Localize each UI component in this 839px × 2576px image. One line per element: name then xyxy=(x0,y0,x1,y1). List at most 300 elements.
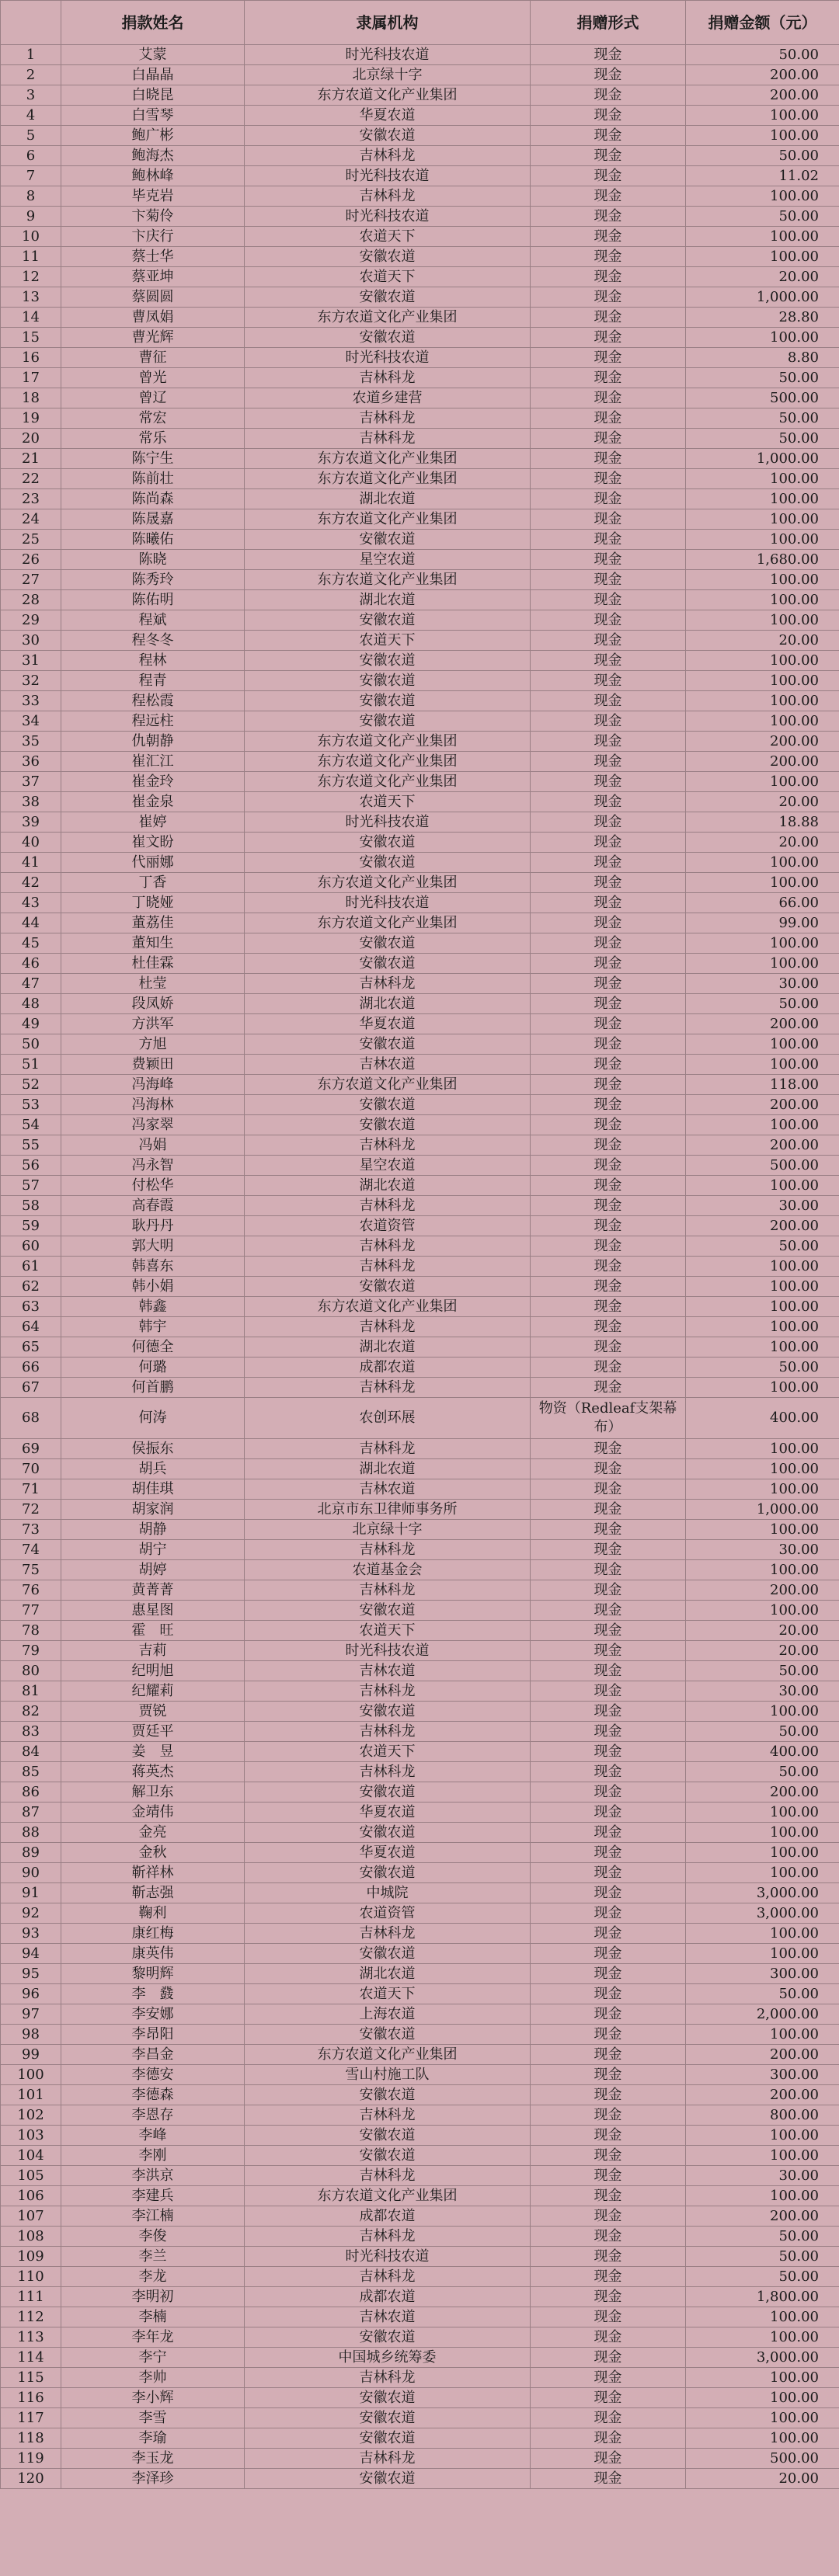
donation-amount: 3,000.00 xyxy=(686,1903,839,1924)
donation-amount: 28.80 xyxy=(686,308,839,328)
organization: 东方农道文化产业集团 xyxy=(245,1297,531,1317)
donation-form: 现金 xyxy=(531,1277,686,1297)
donation-form: 现金 xyxy=(531,2004,686,2025)
table-row xyxy=(1,2267,839,2287)
table-row xyxy=(1,1459,839,1479)
table-row xyxy=(1,1115,839,1135)
donation-form: 现金 xyxy=(531,1156,686,1176)
donor-name: 鞠利 xyxy=(61,1903,245,1924)
table-row xyxy=(1,1601,839,1621)
donor-name: 李洪京 xyxy=(61,2166,245,2186)
table-row xyxy=(1,146,839,166)
donation-form: 现金 xyxy=(531,1601,686,1621)
donation-form: 现金 xyxy=(531,2428,686,2449)
organization: 东方农道文化产业集团 xyxy=(245,85,531,106)
donor-name: 陈佑明 xyxy=(61,590,245,610)
donation-form: 现金 xyxy=(531,267,686,287)
table-row xyxy=(1,2388,839,2408)
donation-form: 现金 xyxy=(531,1621,686,1641)
row-index: 115 xyxy=(1,2368,61,2388)
donation-amount: 100.00 xyxy=(686,610,839,631)
donation-form: 现金 xyxy=(531,1984,686,2004)
donation-amount: 50.00 xyxy=(686,45,839,65)
donor-name: 金亮 xyxy=(61,1823,245,1843)
donor-name: 李玉龙 xyxy=(61,2449,245,2469)
donor-name: 蒋英杰 xyxy=(61,1762,245,1782)
table-row xyxy=(1,1621,839,1641)
donation-form: 物资（Redleaf支架幕布） xyxy=(531,1398,686,1439)
donor-name: 贾廷平 xyxy=(61,1722,245,1742)
donor-name: 程松霞 xyxy=(61,691,245,711)
row-index: 80 xyxy=(1,1661,61,1681)
donor-name: 鲍林峰 xyxy=(61,166,245,186)
row-index: 45 xyxy=(1,933,61,954)
donation-amount: 50.00 xyxy=(686,1358,839,1378)
table-row xyxy=(1,1297,839,1317)
organization: 东方农道文化产业集团 xyxy=(245,772,531,792)
row-index: 103 xyxy=(1,2126,61,2146)
row-index: 96 xyxy=(1,1984,61,2004)
donation-amount: 100.00 xyxy=(686,651,839,671)
row-index: 28 xyxy=(1,590,61,610)
organization: 吉林科龙 xyxy=(245,368,531,388)
donor-name: 蔡亚坤 xyxy=(61,267,245,287)
organization: 安徽农道 xyxy=(245,1823,531,1843)
table-row xyxy=(1,1095,839,1115)
donor-name: 胡静 xyxy=(61,1520,245,1540)
donor-name: 韩宇 xyxy=(61,1317,245,1337)
organization: 农道天下 xyxy=(245,227,531,247)
donation-amount: 500.00 xyxy=(686,2449,839,2469)
donation-form: 现金 xyxy=(531,85,686,106)
table-row xyxy=(1,2227,839,2247)
table-row xyxy=(1,2428,839,2449)
table-row xyxy=(1,1803,839,1823)
donor-name: 李德森 xyxy=(61,2085,245,2105)
donation-form: 现金 xyxy=(531,2227,686,2247)
table-row xyxy=(1,1903,839,1924)
donation-amount: 100.00 xyxy=(686,671,839,691)
organization: 农道天下 xyxy=(245,1742,531,1762)
donor-name: 崔婷 xyxy=(61,812,245,833)
row-index: 66 xyxy=(1,1358,61,1378)
donation-form: 现金 xyxy=(531,711,686,732)
donation-form: 现金 xyxy=(531,1803,686,1823)
row-index: 39 xyxy=(1,812,61,833)
table-row xyxy=(1,1661,839,1681)
donation-form: 现金 xyxy=(531,65,686,85)
organization: 上海农道 xyxy=(245,2004,531,2025)
donation-form: 现金 xyxy=(531,792,686,812)
organization: 吉林科龙 xyxy=(245,1540,531,1560)
row-index: 93 xyxy=(1,1924,61,1944)
row-index: 107 xyxy=(1,2206,61,2227)
donation-amount: 100.00 xyxy=(686,1034,839,1055)
row-index: 64 xyxy=(1,1317,61,1337)
donor-name: 冯家翠 xyxy=(61,1115,245,1135)
organization: 东方农道文化产业集团 xyxy=(245,570,531,590)
donor-name: 何涛 xyxy=(61,1398,245,1439)
table-row xyxy=(1,954,839,974)
donation-form: 现金 xyxy=(531,752,686,772)
donation-amount: 200.00 xyxy=(686,1782,839,1803)
organization: 农道天下 xyxy=(245,792,531,812)
donor-name: 程青 xyxy=(61,671,245,691)
donation-form: 现金 xyxy=(531,227,686,247)
table-row xyxy=(1,1520,839,1540)
donation-amount: 20.00 xyxy=(686,631,839,651)
donation-amount: 66.00 xyxy=(686,893,839,913)
organization: 华夏农道 xyxy=(245,106,531,126)
donation-amount: 50.00 xyxy=(686,2227,839,2247)
donor-name: 李峰 xyxy=(61,2126,245,2146)
donation-form: 现金 xyxy=(531,954,686,974)
donation-amount: 1,680.00 xyxy=(686,550,839,570)
donor-name: 陈前壮 xyxy=(61,469,245,489)
donation-form: 现金 xyxy=(531,1944,686,1964)
organization: 安徽农道 xyxy=(245,1115,531,1135)
row-index: 31 xyxy=(1,651,61,671)
donation-amount: 50.00 xyxy=(686,1661,839,1681)
donation-form: 现金 xyxy=(531,2449,686,2469)
organization: 农道基金会 xyxy=(245,1560,531,1580)
donor-name: 李兰 xyxy=(61,2247,245,2267)
table-row xyxy=(1,449,839,469)
donation-amount: 200.00 xyxy=(686,2085,839,2105)
donation-form: 现金 xyxy=(531,368,686,388)
donation-form: 现金 xyxy=(531,1216,686,1236)
donation-amount: 100.00 xyxy=(686,1297,839,1317)
donation-amount: 18.88 xyxy=(686,812,839,833)
organization: 安徽农道 xyxy=(245,1034,531,1055)
donor-name: 康红梅 xyxy=(61,1924,245,1944)
donor-name: 程林 xyxy=(61,651,245,671)
donation-amount: 30.00 xyxy=(686,1196,839,1216)
row-index: 22 xyxy=(1,469,61,489)
donor-name: 韩喜东 xyxy=(61,1257,245,1277)
donation-amount: 100.00 xyxy=(686,1439,839,1459)
row-index: 53 xyxy=(1,1095,61,1115)
donation-amount: 1,000.00 xyxy=(686,1500,839,1520)
donation-amount: 100.00 xyxy=(686,1803,839,1823)
organization: 星空农道 xyxy=(245,1156,531,1176)
donor-name: 高春霞 xyxy=(61,1196,245,1216)
row-index: 34 xyxy=(1,711,61,732)
donor-name: 丁香 xyxy=(61,873,245,893)
donor-name: 仇朝静 xyxy=(61,732,245,752)
row-index: 32 xyxy=(1,671,61,691)
organization: 东方农道文化产业集团 xyxy=(245,1075,531,1095)
donation-form: 现金 xyxy=(531,550,686,570)
row-index: 57 xyxy=(1,1176,61,1196)
donation-form: 现金 xyxy=(531,671,686,691)
donation-form: 现金 xyxy=(531,1337,686,1358)
organization: 安徽农道 xyxy=(245,530,531,550)
table-row xyxy=(1,1984,839,2004)
table-row xyxy=(1,732,839,752)
organization: 吉林科龙 xyxy=(245,408,531,429)
donation-amount: 200.00 xyxy=(686,1216,839,1236)
donation-amount: 100.00 xyxy=(686,126,839,146)
donation-form: 现金 xyxy=(531,1843,686,1863)
table-row xyxy=(1,873,839,893)
table-row xyxy=(1,2327,839,2348)
row-index: 27 xyxy=(1,570,61,590)
donation-amount: 100.00 xyxy=(686,711,839,732)
organization: 成都农道 xyxy=(245,2287,531,2307)
table-row xyxy=(1,408,839,429)
organization: 吉林科龙 xyxy=(245,2449,531,2469)
row-index: 37 xyxy=(1,772,61,792)
row-index: 41 xyxy=(1,853,61,873)
row-index: 51 xyxy=(1,1055,61,1075)
donation-form: 现金 xyxy=(531,853,686,873)
row-index: 118 xyxy=(1,2428,61,2449)
donation-amount: 50.00 xyxy=(686,207,839,227)
donation-amount: 2,000.00 xyxy=(686,2004,839,2025)
donor-name: 陈晓 xyxy=(61,550,245,570)
organization: 安徽农道 xyxy=(245,1095,531,1115)
table-row xyxy=(1,106,839,126)
table-row xyxy=(1,2206,839,2227)
donation-form: 现金 xyxy=(531,429,686,449)
row-index: 47 xyxy=(1,974,61,994)
donation-form: 现金 xyxy=(531,489,686,509)
donation-form: 现金 xyxy=(531,126,686,146)
row-index: 77 xyxy=(1,1601,61,1621)
donor-name: 贾锐 xyxy=(61,1702,245,1722)
organization: 安徽农道 xyxy=(245,954,531,974)
donation-amount: 30.00 xyxy=(686,1540,839,1560)
table-row xyxy=(1,2126,839,2146)
row-index: 29 xyxy=(1,610,61,631)
organization: 安徽农道 xyxy=(245,691,531,711)
organization: 华夏农道 xyxy=(245,1014,531,1034)
row-index: 95 xyxy=(1,1964,61,1984)
header-index xyxy=(1,1,61,45)
row-index: 20 xyxy=(1,429,61,449)
donation-form: 现金 xyxy=(531,1520,686,1540)
table-row xyxy=(1,1924,839,1944)
donation-form: 现金 xyxy=(531,1863,686,1883)
organization: 东方农道文化产业集团 xyxy=(245,913,531,933)
row-index: 44 xyxy=(1,913,61,933)
row-index: 21 xyxy=(1,449,61,469)
row-index: 35 xyxy=(1,732,61,752)
table-row xyxy=(1,1135,839,1156)
row-index: 97 xyxy=(1,2004,61,2025)
donor-name: 李年龙 xyxy=(61,2327,245,2348)
donor-name: 曹征 xyxy=(61,348,245,368)
row-index: 63 xyxy=(1,1297,61,1317)
donor-name: 鲍海杰 xyxy=(61,146,245,166)
table-row xyxy=(1,65,839,85)
donation-form: 现金 xyxy=(531,933,686,954)
donation-amount: 100.00 xyxy=(686,2368,839,2388)
organization: 时光科技农道 xyxy=(245,1641,531,1661)
donation-form: 现金 xyxy=(531,994,686,1014)
donation-amount: 100.00 xyxy=(686,1924,839,1944)
row-index: 7 xyxy=(1,166,61,186)
donor-name: 付松华 xyxy=(61,1176,245,1196)
table-row xyxy=(1,2045,839,2065)
donation-amount: 200.00 xyxy=(686,2045,839,2065)
donor-name: 丁晓娅 xyxy=(61,893,245,913)
donation-amount: 100.00 xyxy=(686,186,839,207)
organization: 中城院 xyxy=(245,1883,531,1903)
donor-name: 李明初 xyxy=(61,2287,245,2307)
table-row xyxy=(1,812,839,833)
row-index: 98 xyxy=(1,2025,61,2045)
donor-name: 胡家润 xyxy=(61,1500,245,1520)
donation-amount: 50.00 xyxy=(686,1236,839,1257)
table-row xyxy=(1,1681,839,1702)
donation-form: 现金 xyxy=(531,106,686,126)
row-index: 90 xyxy=(1,1863,61,1883)
row-index: 3 xyxy=(1,85,61,106)
table-row xyxy=(1,570,839,590)
donation-amount: 50.00 xyxy=(686,2267,839,2287)
donation-amount: 100.00 xyxy=(686,2388,839,2408)
table-row xyxy=(1,833,839,853)
donor-name: 冯海林 xyxy=(61,1095,245,1115)
organization: 湖北农道 xyxy=(245,1964,531,1984)
donation-form: 现金 xyxy=(531,45,686,65)
donation-amount: 200.00 xyxy=(686,1014,839,1034)
row-index: 38 xyxy=(1,792,61,812)
donor-name: 何璐 xyxy=(61,1358,245,1378)
donor-name: 段凤娇 xyxy=(61,994,245,1014)
donor-name: 曾光 xyxy=(61,368,245,388)
table-row xyxy=(1,2247,839,2267)
donation-form: 现金 xyxy=(531,1782,686,1803)
table-row xyxy=(1,1540,839,1560)
donation-amount: 100.00 xyxy=(686,570,839,590)
table-row xyxy=(1,1843,839,1863)
donation-form: 现金 xyxy=(531,651,686,671)
donation-form: 现金 xyxy=(531,247,686,267)
donation-amount: 50.00 xyxy=(686,146,839,166)
row-index: 74 xyxy=(1,1540,61,1560)
table-row xyxy=(1,2449,839,2469)
donation-form: 现金 xyxy=(531,2045,686,2065)
row-index: 23 xyxy=(1,489,61,509)
organization: 安徽农道 xyxy=(245,2085,531,2105)
donation-form: 现金 xyxy=(531,530,686,550)
organization: 安徽农道 xyxy=(245,853,531,873)
donor-name: 李昌金 xyxy=(61,2045,245,2065)
table-row xyxy=(1,207,839,227)
table-row xyxy=(1,1055,839,1075)
donation-amount: 1,000.00 xyxy=(686,449,839,469)
row-index: 113 xyxy=(1,2327,61,2348)
organization: 时光科技农道 xyxy=(245,812,531,833)
donor-name: 陈曦佑 xyxy=(61,530,245,550)
row-index: 60 xyxy=(1,1236,61,1257)
table-row xyxy=(1,2348,839,2368)
row-index: 114 xyxy=(1,2348,61,2368)
donation-amount: 100.00 xyxy=(686,1520,839,1540)
table-row xyxy=(1,1580,839,1601)
row-index: 18 xyxy=(1,388,61,408)
row-index: 33 xyxy=(1,691,61,711)
organization: 安徽农道 xyxy=(245,2428,531,2449)
donation-form: 现金 xyxy=(531,388,686,408)
donor-name: 纪明旭 xyxy=(61,1661,245,1681)
row-index: 59 xyxy=(1,1216,61,1236)
row-index: 15 xyxy=(1,328,61,348)
row-index: 72 xyxy=(1,1500,61,1520)
row-index: 26 xyxy=(1,550,61,570)
donation-form: 现金 xyxy=(531,1903,686,1924)
donation-form: 现金 xyxy=(531,1358,686,1378)
donation-form: 现金 xyxy=(531,1742,686,1762)
donor-name: 程斌 xyxy=(61,610,245,631)
donation-form: 现金 xyxy=(531,449,686,469)
table-row xyxy=(1,1257,839,1277)
donation-amount: 100.00 xyxy=(686,1337,839,1358)
organization: 农道天下 xyxy=(245,267,531,287)
donor-name: 蔡圆圆 xyxy=(61,287,245,308)
organization: 农道天下 xyxy=(245,1984,531,2004)
donation-amount: 500.00 xyxy=(686,388,839,408)
donor-name: 李昂阳 xyxy=(61,2025,245,2045)
donor-name: 陈秀玲 xyxy=(61,570,245,590)
donation-amount: 100.00 xyxy=(686,2025,839,2045)
row-index: 71 xyxy=(1,1479,61,1500)
donation-form: 现金 xyxy=(531,1560,686,1580)
donation-form: 现金 xyxy=(531,1055,686,1075)
donation-form: 现金 xyxy=(531,207,686,227)
organization: 安徽农道 xyxy=(245,651,531,671)
donor-name: 杜佳霖 xyxy=(61,954,245,974)
donation-form: 现金 xyxy=(531,732,686,752)
donor-name: 程冬冬 xyxy=(61,631,245,651)
organization: 安徽农道 xyxy=(245,711,531,732)
donation-amount: 100.00 xyxy=(686,227,839,247)
table-row xyxy=(1,1337,839,1358)
donation-form: 现金 xyxy=(531,2267,686,2287)
donation-form: 现金 xyxy=(531,610,686,631)
organization: 吉林农道 xyxy=(245,1479,531,1500)
row-index: 70 xyxy=(1,1459,61,1479)
organization: 吉林科龙 xyxy=(245,1762,531,1782)
row-index: 43 xyxy=(1,893,61,913)
donation-form: 现金 xyxy=(531,893,686,913)
table-row xyxy=(1,631,839,651)
organization: 吉林科龙 xyxy=(245,1317,531,1337)
organization: 安徽农道 xyxy=(245,1601,531,1621)
donor-name: 崔金玲 xyxy=(61,772,245,792)
donation-form: 现金 xyxy=(531,1702,686,1722)
donor-name: 胡兵 xyxy=(61,1459,245,1479)
donation-form: 现金 xyxy=(531,1823,686,1843)
table-row xyxy=(1,267,839,287)
donation-amount: 100.00 xyxy=(686,469,839,489)
donor-name: 崔汇江 xyxy=(61,752,245,772)
donor-name: 李帅 xyxy=(61,2368,245,2388)
donation-amount: 100.00 xyxy=(686,1115,839,1135)
organization: 时光科技农道 xyxy=(245,893,531,913)
donation-amount: 100.00 xyxy=(686,691,839,711)
donation-form: 现金 xyxy=(531,1014,686,1034)
organization: 农道资管 xyxy=(245,1216,531,1236)
table-row xyxy=(1,1075,839,1095)
organization: 东方农道文化产业集团 xyxy=(245,308,531,328)
donation-amount: 100.00 xyxy=(686,247,839,267)
donor-name: 李安娜 xyxy=(61,2004,245,2025)
donation-amount: 200.00 xyxy=(686,1580,839,1601)
